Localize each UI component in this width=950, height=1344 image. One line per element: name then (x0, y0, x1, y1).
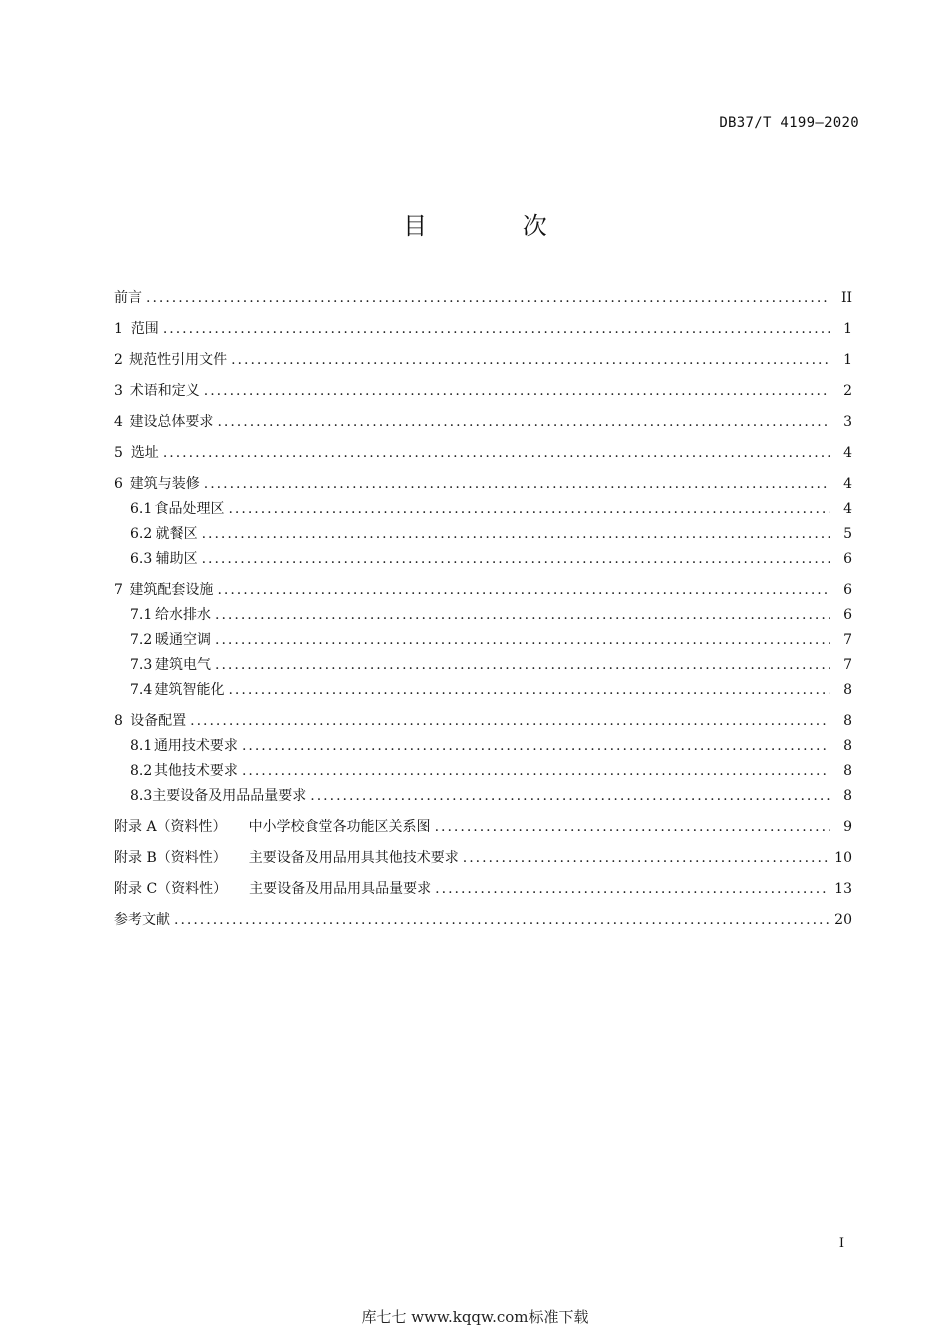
toc-page-number: 2 (843, 383, 852, 399)
toc-entry[interactable] (114, 653, 852, 678)
toc-appendix-entry[interactable] (114, 877, 852, 902)
toc-entry[interactable] (114, 734, 852, 759)
toc-section-number: 7.1 (130, 607, 153, 623)
references-title: 参考文献 (114, 912, 170, 928)
toc-section-number: 6.2 (130, 526, 153, 542)
appendix-tag: 附录 A（资料性） (114, 819, 227, 835)
dot-leader (435, 815, 830, 840)
toc-page-number: 4 (843, 476, 852, 492)
dot-leader (190, 709, 830, 734)
appendix-title: 中小学校食堂各功能区关系图 (248, 819, 431, 835)
toc-section-title: 暖通空调 (155, 632, 212, 648)
toc-section-title: 前言 (114, 290, 142, 306)
watermark-text: 库七七 www.kqqw.com标准下载 (361, 1308, 589, 1326)
toc-section-number: 3 (114, 383, 123, 399)
toc-page-number: 10 (834, 850, 852, 866)
page-title: 目 次 (403, 212, 591, 240)
toc-entry[interactable] (114, 547, 852, 572)
dot-leader (204, 379, 830, 404)
toc-section-number: 7 (114, 582, 123, 598)
toc-page-number: 7 (843, 657, 852, 673)
toc-entry[interactable] (114, 759, 852, 784)
toc-section-title: 建设总体要求 (129, 414, 214, 430)
dot-leader (435, 877, 830, 902)
toc-section-number: 6.3 (130, 551, 153, 567)
toc-page-number: 8 (843, 713, 852, 729)
toc-section-title: 给水排水 (155, 607, 212, 623)
toc-section-title: 范围 (130, 321, 159, 337)
toc-entry[interactable] (114, 348, 852, 373)
toc-page-number: 5 (843, 526, 852, 542)
toc-entry[interactable] (114, 286, 852, 311)
toc-section-number: 5 (114, 445, 123, 461)
toc-page-number: 8 (843, 763, 852, 779)
toc-page-number: 1 (843, 321, 852, 337)
toc-section-number: 7.3 (130, 657, 153, 673)
dot-leader (217, 410, 830, 435)
appendix-tag: 附录 B（资料性） (114, 850, 227, 866)
dot-leader (463, 846, 830, 871)
toc-section-title: 辅助区 (155, 551, 198, 567)
toc-page-number: 13 (834, 881, 852, 897)
toc-page-number: 20 (834, 912, 852, 928)
toc-section-title: 规范性引用文件 (129, 352, 228, 368)
dot-leader (202, 522, 830, 547)
toc-entry[interactable] (114, 578, 852, 603)
dot-leader (215, 603, 830, 628)
toc-section-number: 1 (114, 321, 123, 337)
toc-section-title: 术语和定义 (129, 383, 200, 399)
toc-page-number: 9 (843, 819, 852, 835)
toc-section-title: 建筑电气 (155, 657, 212, 673)
toc-section-number: 8.3 (130, 788, 153, 804)
standard-code: DB37/T 4199—2020 (719, 115, 859, 131)
dot-leader (215, 628, 830, 653)
dot-leader (163, 317, 830, 342)
toc-entry[interactable] (114, 317, 852, 342)
dot-leader (217, 578, 830, 603)
toc-section-number: 7.4 (130, 682, 153, 698)
toc-appendix-entry[interactable] (114, 846, 852, 871)
appendix-title: 主要设备及用品用具品量要求 (249, 881, 432, 897)
dot-leader (228, 497, 830, 522)
toc-section-title: 选址 (130, 445, 159, 461)
toc-entry[interactable] (114, 379, 852, 404)
toc-page-number: 6 (843, 551, 852, 567)
toc-section-number: 6 (114, 476, 123, 492)
toc-section-number: 7.2 (130, 632, 153, 648)
toc-page-number: 6 (843, 582, 852, 598)
dot-leader (163, 441, 830, 466)
toc-section-title: 建筑智能化 (154, 682, 225, 698)
toc-entry[interactable] (114, 497, 852, 522)
toc-section-title: 设备配置 (130, 713, 187, 729)
toc-section-number: 2 (114, 352, 123, 368)
toc-entry[interactable] (114, 784, 852, 809)
toc-page-number: 7 (843, 632, 852, 648)
dot-leader (231, 348, 830, 373)
toc-appendix-entry[interactable] (114, 815, 852, 840)
toc-page-number: 8 (843, 682, 852, 698)
toc-section-title: 食品处理区 (154, 501, 225, 517)
dot-leader (242, 759, 830, 784)
toc-entry[interactable] (114, 709, 852, 734)
dot-leader (204, 472, 830, 497)
toc-entry[interactable] (114, 522, 852, 547)
toc-page-number: 8 (843, 788, 852, 804)
dot-leader (146, 286, 830, 311)
appendix-tag: 附录 C（资料性） (114, 881, 228, 897)
toc-section-title: 其他技术要求 (153, 763, 238, 779)
toc-entry[interactable] (114, 410, 852, 435)
toc-section-title: 建筑配套设施 (129, 582, 214, 598)
toc-entry[interactable] (114, 628, 852, 653)
toc-page-number: 4 (843, 445, 852, 461)
dot-leader (202, 547, 830, 572)
toc-section-number: 4 (114, 414, 123, 430)
toc-entry[interactable] (114, 441, 852, 466)
toc-page-number: 3 (843, 414, 852, 430)
toc-page-number: 8 (843, 738, 852, 754)
toc-section-title: 主要设备及用品品量要求 (152, 788, 307, 804)
appendix-title: 主要设备及用品用具其他技术要求 (248, 850, 459, 866)
toc-entry[interactable] (114, 603, 852, 628)
toc-references-entry[interactable] (114, 908, 852, 933)
toc-section-number: 8.1 (130, 738, 153, 754)
table-of-contents (114, 286, 852, 933)
dot-leader (174, 908, 830, 933)
page-number: I (838, 1236, 844, 1251)
toc-page-number: 1 (843, 352, 852, 368)
toc-page-number: II (840, 290, 852, 306)
dot-leader (228, 678, 830, 703)
toc-section-number: 8 (114, 713, 123, 729)
toc-entry[interactable] (114, 472, 852, 497)
toc-section-title: 建筑与装修 (129, 476, 200, 492)
toc-page-number: 4 (843, 501, 852, 517)
toc-section-title: 通用技术要求 (153, 738, 238, 754)
toc-section-number: 6.1 (130, 501, 153, 517)
toc-section-title: 就餐区 (155, 526, 198, 542)
dot-leader (215, 653, 830, 678)
dot-leader (310, 784, 830, 809)
toc-entry[interactable] (114, 678, 852, 703)
dot-leader (242, 734, 830, 759)
toc-page-number: 6 (843, 607, 852, 623)
toc-section-number: 8.2 (130, 763, 153, 779)
